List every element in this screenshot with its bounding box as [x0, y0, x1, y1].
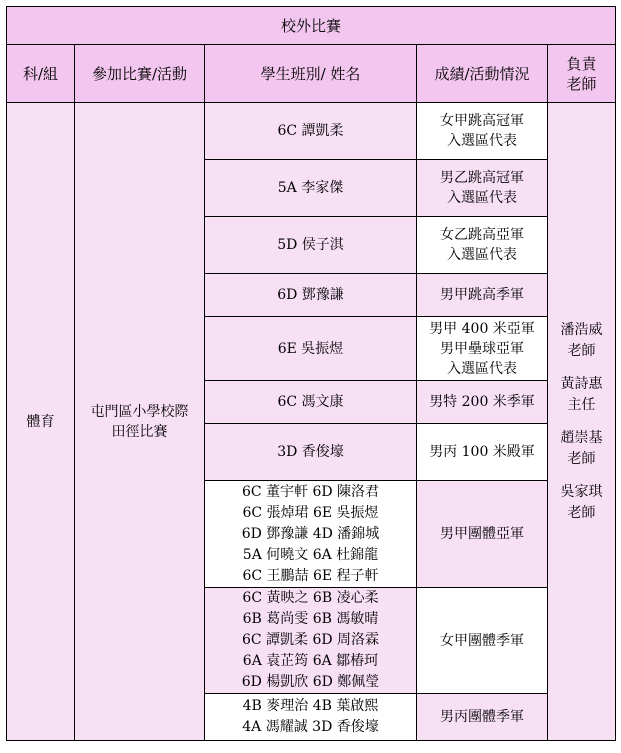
title-row	[7, 7, 616, 45]
student-line: 6D 楊凱欣 6D 鄭佩瑩	[241, 674, 380, 690]
student-line: 5A 何曉文 6A 杜錦龍	[242, 546, 379, 563]
result-line: 女乙跳高亞軍	[440, 227, 524, 243]
student-line: 5D 侯子淇	[277, 237, 344, 253]
teacher-name: 黃詩惠	[560, 375, 603, 392]
student-line: 6C 譚凱柔	[277, 123, 344, 139]
competition-line: 田徑比賽	[111, 423, 168, 440]
teacher-title: 老師	[567, 450, 596, 467]
student-cell	[205, 274, 417, 317]
student-line: 4B 麥理治 4B 葉啟熙	[242, 698, 379, 714]
student-cell	[205, 424, 417, 481]
result-cell	[417, 160, 548, 217]
result-line: 男甲團體亞軍	[440, 526, 524, 542]
student-line: 6D 鄧豫謙	[277, 287, 344, 303]
teacher-name: 潘浩威	[560, 321, 603, 338]
student-cell	[205, 217, 417, 274]
teacher-title: 老師	[567, 504, 596, 521]
teacher-name: 趙崇基	[560, 429, 603, 446]
student-cell	[205, 481, 417, 588]
student-cell	[205, 160, 417, 217]
result-line: 男甲 400 米亞軍	[429, 320, 535, 337]
result-cell	[417, 103, 548, 160]
student-cell	[205, 694, 417, 741]
result-cell	[417, 694, 548, 741]
result-line: 男丙 100 米殿軍	[429, 444, 535, 460]
result-cell	[417, 424, 548, 481]
subject-cell: 體育	[7, 103, 75, 741]
competition-cell	[75, 103, 205, 741]
student-line: 3D 香俊壕	[277, 444, 344, 460]
student-line: 6B 葛尚雯 6B 馮敏晴	[242, 611, 379, 627]
teacher-name: 吳家琪	[560, 483, 603, 500]
student-line: 6E 吳振煜	[277, 340, 344, 357]
table-row	[7, 103, 616, 160]
table-title: 校外比賽	[7, 7, 616, 45]
student-line: 6C 譚凱柔 6D 周洛霖	[241, 632, 380, 648]
teacher-title: 老師	[567, 342, 596, 359]
student-line: 4A 馮耀誠 3D 香俊壕	[242, 719, 379, 735]
header-result: 成績/活動情況	[417, 45, 548, 103]
header-row	[7, 45, 616, 103]
teacher-cell	[548, 103, 616, 741]
student-line: 6C 王鵬喆 6E 程子軒	[242, 567, 379, 584]
result-cell	[417, 481, 548, 588]
student-line: 6C 馮文康	[277, 394, 344, 410]
header-teacher	[548, 45, 616, 103]
result-line: 男特 200 米季軍	[429, 394, 535, 410]
student-line: 6C 張焯珺 6E 吳振煜	[242, 504, 379, 521]
student-cell	[205, 588, 417, 694]
result-cell	[417, 381, 548, 424]
result-line: 女甲團體季軍	[440, 632, 524, 649]
header-subject: 科/組	[7, 45, 75, 103]
result-line: 男乙跳高冠軍	[440, 170, 524, 186]
student-line: 6C 董宇軒 6D 陳洛君	[241, 483, 380, 500]
header-students: 學生班別/ 姓名	[205, 45, 417, 103]
header-teacher-line: 負責	[566, 54, 597, 73]
awards-table	[6, 6, 616, 741]
result-line: 入選區代表	[447, 190, 517, 206]
student-cell	[205, 317, 417, 381]
student-cell	[205, 381, 417, 424]
student-cell	[205, 103, 417, 160]
result-cell	[417, 274, 548, 317]
student-line: 6C 黃映之 6B 凌心柔	[242, 590, 379, 606]
result-line: 女甲跳高冠軍	[440, 113, 524, 129]
result-cell	[417, 588, 548, 694]
student-line: 6D 鄧豫謙 4D 潘錦城	[241, 525, 380, 542]
result-line: 男甲跳高季軍	[440, 287, 524, 303]
result-line: 男甲壘球亞軍	[440, 340, 524, 357]
result-line: 男丙團體季軍	[440, 709, 524, 725]
result-line: 入選區代表	[447, 133, 517, 149]
competition-line: 屯門區小學校際	[90, 403, 189, 420]
result-cell	[417, 317, 548, 381]
student-line: 5A 李家傑	[277, 180, 344, 196]
header-teacher-line: 老師	[566, 74, 597, 93]
student-line: 6A 袁芷筠 6A 鄒椿珂	[242, 653, 379, 669]
result-cell	[417, 217, 548, 274]
result-line: 入選區代表	[447, 360, 517, 377]
header-competition: 參加比賽/活動	[75, 45, 205, 103]
teacher-title: 主任	[567, 396, 596, 413]
result-line: 入選區代表	[447, 247, 517, 263]
